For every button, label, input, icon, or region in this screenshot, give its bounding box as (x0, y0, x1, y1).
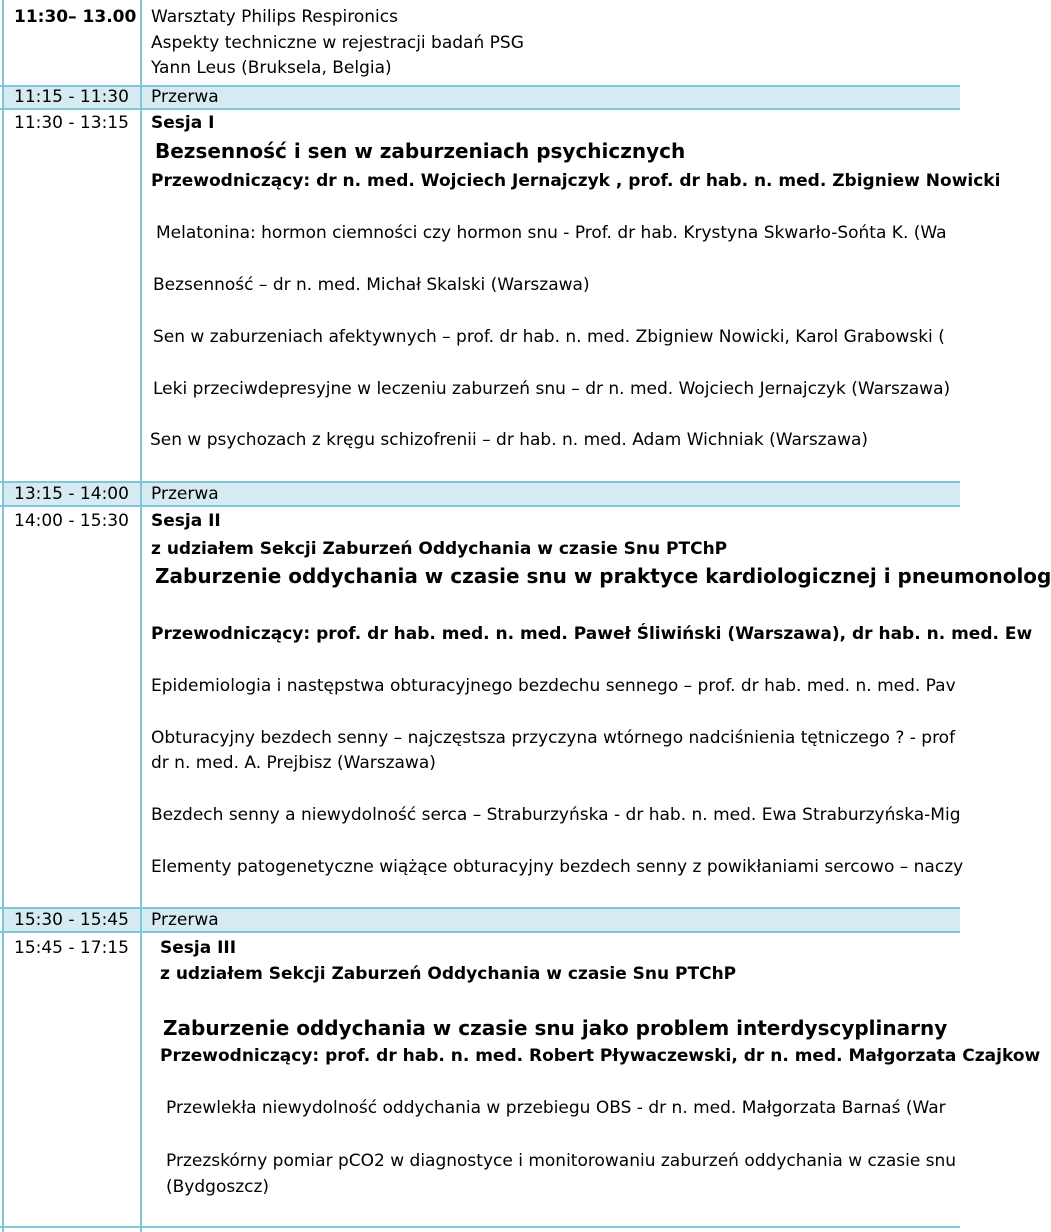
session-subtitle: z udziałem Sekcji Zaburzeń Oddychania w czasie Snu PTChP (160, 964, 737, 984)
table-column-divider (140, 0, 142, 1232)
workshop-topic: Aspekty techniczne w rejestracji badań PSG (151, 33, 524, 53)
session-chairs: Przewodniczący: prof. dr hab. med. n. med. Paweł Śliwiński (Warszawa), dr hab. n. med. Ew (151, 624, 1033, 644)
row-divider (0, 907, 960, 909)
talk-item: (Bydgoszcz) (166, 1177, 270, 1197)
break-row-background (2, 86, 960, 109)
session-name: Sesja III (160, 938, 237, 958)
session-title: Bezsenność i sen w zaburzeniach psychicznych (155, 139, 686, 163)
talk-item: Przezskórny pomiar pCO2 w diagnostyce i monitorowaniu zaburzeń oddychania w czasie snu (166, 1151, 957, 1171)
row-time: 14:00 - 15:30 (14, 511, 129, 531)
talk-item: Melatonina: hormon ciemności czy hormon snu - Prof. dr hab. Krystyna Skwarło-Sońta K. (Wa (156, 223, 947, 243)
row-divider (0, 1226, 960, 1228)
row-time: 11:15 - 11:30 (14, 87, 129, 107)
break-row-background (2, 908, 960, 931)
talk-item: Obturacyjny bezdech senny – najczęstsza przyczyna wtórnego nadciśnienia tętniczego ? - prof (151, 728, 956, 748)
break-label: Przerwa (151, 910, 219, 930)
row-divider (0, 481, 960, 483)
row-divider (0, 931, 960, 933)
break-label: Przerwa (151, 87, 219, 107)
talk-item: Bezsenność – dr n. med. Michał Skalski (Warszawa) (153, 275, 590, 295)
row-time: 13:15 - 14:00 (14, 484, 129, 504)
session-name: Sesja I (151, 113, 215, 133)
workshop-title: Warsztaty Philips Respironics (151, 7, 398, 27)
talk-item: Leki przeciwdepresyjne w leczeniu zaburzeń snu – dr n. med. Wojciech Jernajczyk (Warszawa) (153, 379, 951, 399)
talk-item: Elementy patogenetyczne wiążące obturacyjny bezdech senny z powikłaniami sercowo – naczy (151, 857, 964, 877)
session-name: Sesja II (151, 511, 221, 531)
row-time: 15:30 - 15:45 (14, 910, 129, 930)
talk-item: Epidemiologia i następstwa obturacyjnego bezdechu sennego – prof. dr hab. med. n. med. Pav (151, 676, 956, 696)
workshop-speaker: Yann Leus (Bruksela, Belgia) (151, 58, 392, 78)
row-divider (0, 85, 960, 87)
row-time: 11:30 - 13:15 (14, 113, 129, 133)
break-label: Przerwa (151, 484, 219, 504)
talk-item: Sen w zaburzeniach afektywnych – prof. dr hab. n. med. Zbigniew Nowicki, Karol Grabowski ( (153, 327, 945, 347)
row-divider (0, 505, 960, 507)
talk-item: Przewlekła niewydolność oddychania w przebiegu OBS - dr n. med. Małgorzata Barnaś (War (166, 1098, 946, 1118)
talk-item: Sen w psychozach z kręgu schizofrenii – dr hab. n. med. Adam Wichniak (Warszawa) (150, 430, 869, 450)
row-divider (0, 108, 960, 110)
row-time: 15:45 - 17:15 (14, 938, 129, 958)
session-title: Zaburzenie oddychania w czasie snu w praktyce kardiologicznej i pneumonolog (155, 564, 1051, 588)
session-chairs: Przewodniczący: prof. dr hab. n. med. Robert Pływaczewski, dr n. med. Małgorzata Czajkow (160, 1046, 1041, 1066)
session-subtitle: z udziałem Sekcji Zaburzeń Oddychania w czasie Snu PTChP (151, 539, 728, 559)
session-chairs: Przewodniczący: dr n. med. Wojciech Jernajczyk , prof. dr hab. n. med. Zbigniew Nowicki (151, 171, 1001, 191)
row-time: 11:30– 13.00 (14, 7, 137, 27)
session-title: Zaburzenie oddychania w czasie snu jako problem interdyscyplinarny (163, 1016, 948, 1040)
talk-item: dr n. med. A. Prejbisz (Warszawa) (151, 753, 436, 773)
break-row-background (2, 482, 960, 505)
talk-item: Bezdech senny a niewydolność serca – Straburzyńska - dr hab. n. med. Ewa Straburzyńska-Mig (151, 805, 961, 825)
table-border-left (2, 0, 4, 1232)
